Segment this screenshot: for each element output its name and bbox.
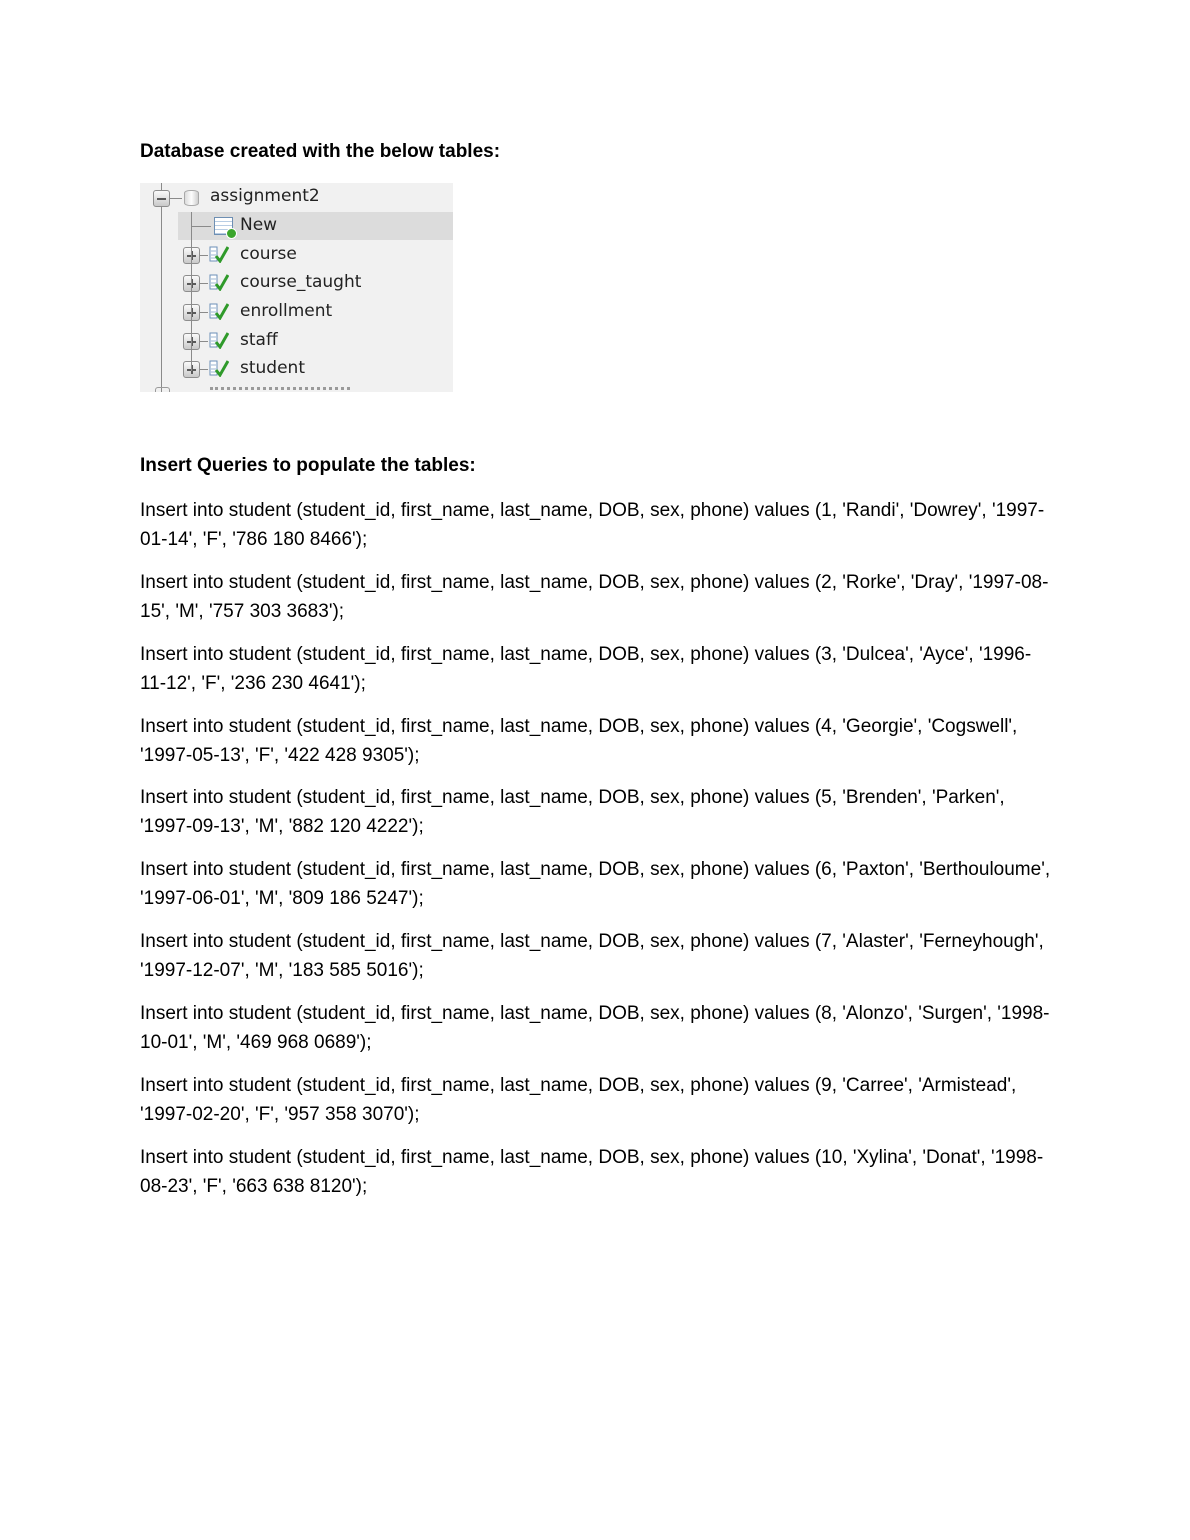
- tree-item-cropped: [140, 387, 453, 392]
- insert-query: Insert into student (student_id, first_name, last_name, DOB, sex, phone) values (1, 'Randi', 'Dowrey', '1997-01-14', 'F', '786 180 8466');: [140, 500, 1045, 550]
- table-icon: [209, 302, 229, 320]
- insert-query: Insert into student (student_id, first_name, last_name, DOB, sex, phone) values (4, 'Georgie', 'Cogswell', '1997-05-13', 'F', '422 428 9305');: [140, 716, 1018, 766]
- table-label: enrollment: [240, 301, 333, 321]
- database-tree-screenshot: [140, 183, 453, 392]
- table-icon: [209, 331, 229, 349]
- insert-query: Insert into student (student_id, first_name, last_name, DOB, sex, phone) values (8, 'Alonzo', 'Surgen', '1998-10-01', 'M', '469 968 0689');: [140, 1003, 1050, 1053]
- insert-query: Insert into student (student_id, first_name, last_name, DOB, sex, phone) values (6, 'Paxton', 'Berthouloume', '1997-06-01', 'M', '809 186 5247');: [140, 859, 1051, 909]
- insert-query: Insert into student (student_id, first_name, last_name, DOB, sex, phone) values (10, 'Xylina', 'Donat', '1998-08-23', 'F', '663 638 8120');: [140, 1147, 1044, 1197]
- tree-item-student[interactable]: [140, 355, 453, 383]
- tree-item-course-taught[interactable]: [140, 269, 453, 297]
- table-label: course_taught: [240, 272, 362, 292]
- collapse-icon[interactable]: [153, 190, 170, 207]
- database-icon: [184, 190, 199, 206]
- table-icon: [209, 245, 229, 263]
- insert-query: Insert into student (student_id, first_name, last_name, DOB, sex, phone) values (9, 'Carree', 'Armistead', '1997-02-20', 'F', '957 358 3070');: [140, 1075, 1017, 1125]
- table-label: course: [240, 244, 297, 264]
- table-icon: [209, 359, 229, 377]
- tree-item-database[interactable]: [140, 183, 453, 211]
- insert-query: Insert into student (student_id, first_name, last_name, DOB, sex, phone) values (5, 'Brenden', 'Parken', '1997-09-13', 'M', '882 120 4222');: [140, 787, 1005, 837]
- new-table-icon: [214, 217, 233, 235]
- tables-heading: Database created with the below tables:: [140, 141, 501, 162]
- tree-item-new[interactable]: [178, 212, 453, 240]
- insert-query: Insert into student (student_id, first_name, last_name, DOB, sex, phone) values (7, 'Alaster', 'Ferneyhough', '1997-12-07', 'M', '183 585 5016');: [140, 931, 1044, 981]
- table-icon: [209, 273, 229, 291]
- table-label: student: [240, 358, 305, 378]
- queries-heading: Insert Queries to populate the tables:: [140, 455, 476, 476]
- insert-query: Insert into student (student_id, first_name, last_name, DOB, sex, phone) values (2, 'Rorke', 'Dray', '1997-08-15', 'M', '757 303 3683');: [140, 572, 1049, 622]
- table-label: staff: [240, 330, 278, 350]
- insert-query: Insert into student (student_id, first_name, last_name, DOB, sex, phone) values (3, 'Dulcea', 'Ayce', '1996-11-12', 'F', '236 230 4641');: [140, 644, 1032, 694]
- tree-item-staff[interactable]: [140, 327, 453, 355]
- new-label: New: [240, 215, 278, 235]
- tree-item-enrollment[interactable]: [140, 298, 453, 326]
- database-name: assignment2: [210, 186, 320, 206]
- tree-item-course[interactable]: [140, 241, 453, 269]
